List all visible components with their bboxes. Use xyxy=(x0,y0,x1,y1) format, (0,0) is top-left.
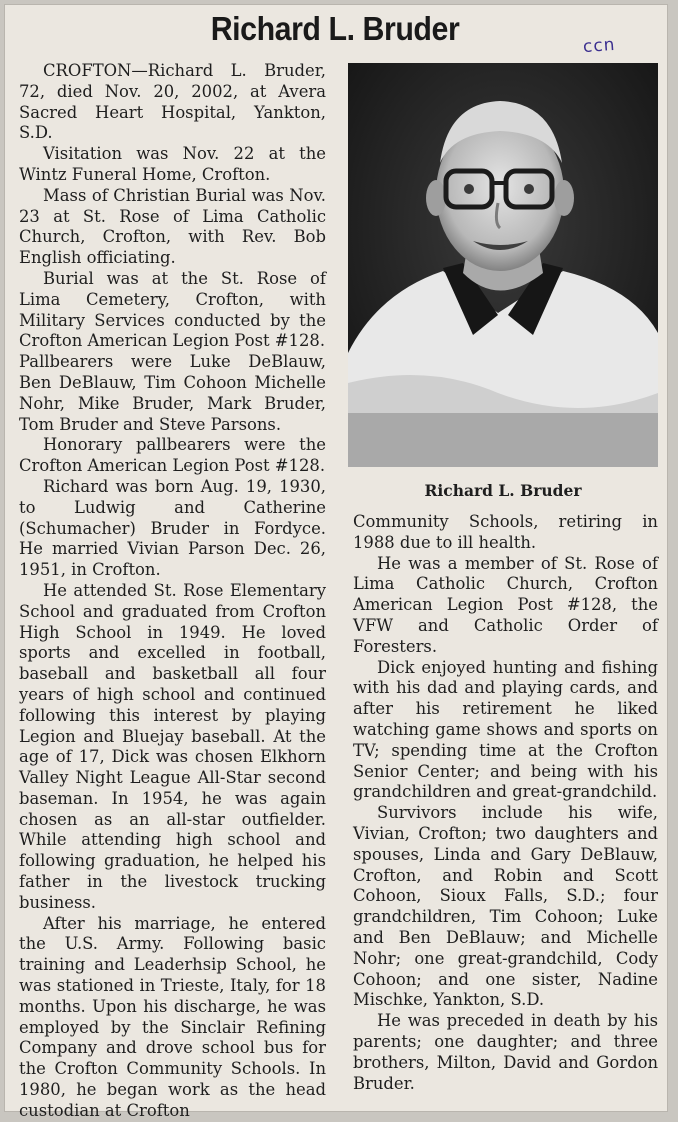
paragraph: Survivors include his wife, Vivian, Crofton; two daughters and spouses, Linda and Gary DeBlauw, Crofton, and Robin and Scott Cohoon, Sioux Falls, S.D.; four grandchildren, Tim Cohoon; Luke and Ben DeBlauw; and Michelle Nohr; one great-grandchild, Cody Cohoon; and one sister, Nadine Mischke, Yankton, S.D. xyxy=(353,803,658,1010)
paragraph: After his marriage, he entered the U.S. Army. Following basic training and Leaderhsip School, he was stationed in Trieste, Italy, for 18 months. Upon his discharge, he was employed by the Sinclair Refining Company and drove school bus for the Crofton Community Schools. In 1980, he began work as the head custodian at Crofton xyxy=(19,913,326,1120)
paragraph: Dick enjoyed hunting and fishing with his dad and playing cards, and after his retirement he liked watching game shows and sports on TV; spending time at the Crofton Senior Center; and being with his grandchildren and great-grandchild. xyxy=(353,657,658,802)
paragraph: Honorary pallbearers were the Crofton American Legion Post #128. xyxy=(19,435,326,476)
photo-caption: Richard L. Bruder xyxy=(424,481,582,500)
portrait-photo xyxy=(348,63,658,467)
handwritten-mark: ccn xyxy=(582,34,617,58)
article-right-column xyxy=(353,512,658,1094)
paragraph: Burial was at the St. Rose of Lima Cemetery, Crofton, with Military Services conducted by the Crofton American Legion Post #128. xyxy=(19,268,326,351)
paragraph: He attended St. Rose Elementary School and graduated from Crofton High School in 1949. He loved sports and excelled in football, baseball and basketball all four years of high school and continued following this interest by playing Legion and Bluejay baseball. At the age of 17, Dick was chosen Elkhorn Valley Night League All-Star second baseman. In 1954, he was again chosen as an all-star outfielder. While attending high school and following graduation, he helped his father in the livestock trucking business. xyxy=(19,580,326,912)
paragraph: He was a member of St. Rose of Lima Catholic Church, Crofton American Legion Post #128, the VFW and Catholic Order of Foresters. xyxy=(353,553,658,656)
paragraph: Pallbearers were Luke DeBlauw, Ben DeBlauw, Tim Cohoon Michelle Nohr, Mike Bruder, Mark Bruder, Tom Bruder and Steve Parsons. xyxy=(19,352,326,434)
paragraph: CROFTON—Richard L. Bruder, 72, died Nov. 20, 2002, at Avera Sacred Heart Hospital, Yankton, S.D. xyxy=(19,61,326,143)
paragraph: Visitation was Nov. 22 at the Wintz Funeral Home, Crofton. xyxy=(19,144,326,184)
portrait-photo-image xyxy=(348,63,658,467)
paragraph: Mass of Christian Burial was Nov. 23 at St. Rose of Lima Catholic Church, Crofton, with Rev. Bob English officiating. xyxy=(19,185,326,268)
article-left-column xyxy=(19,61,326,1122)
headline: Richard L. Bruder xyxy=(210,10,460,47)
paragraph: Richard was born Aug. 19, 1930, to Ludwig and Catherine (Schumacher) Bruder in Fordyce. He married Vivian Parson Dec. 26, 1951, in Crofton. xyxy=(19,476,326,580)
paragraph: He was preceded in death by his parents; one daughter; and three brothers, Milton, David and Gordon Bruder. xyxy=(353,1011,658,1093)
paragraph: Community Schools, retiring in 1988 due to ill health. xyxy=(353,512,658,552)
